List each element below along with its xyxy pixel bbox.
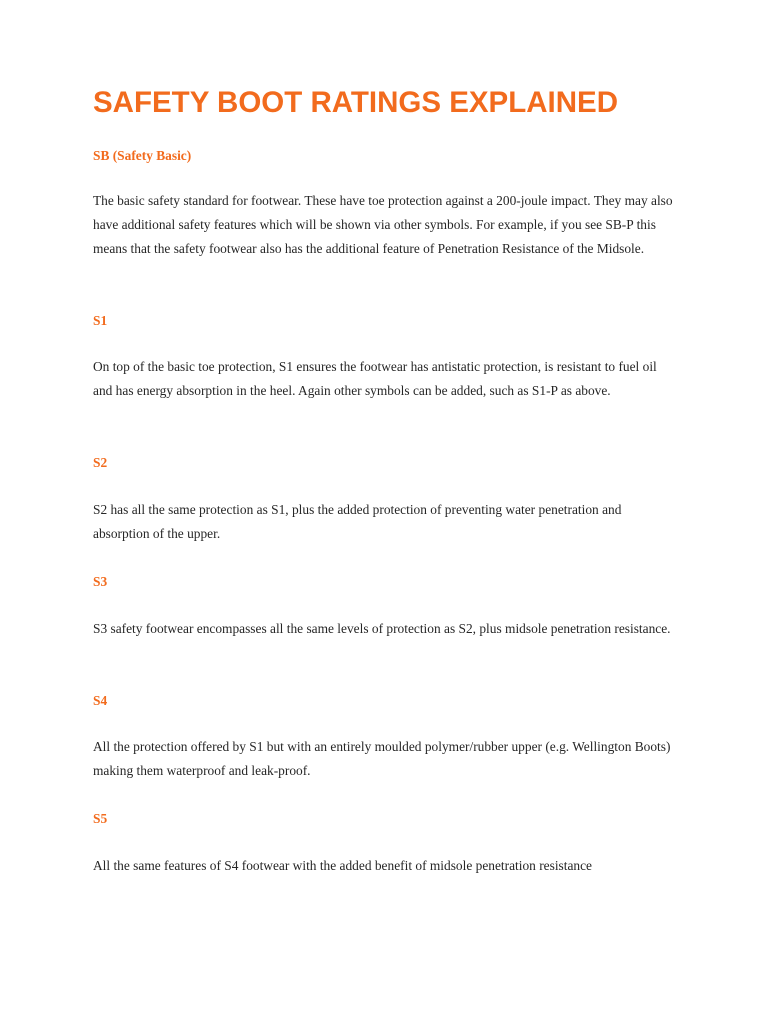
section-heading-s3: S3 bbox=[93, 574, 108, 589]
section-heading-s2: S2 bbox=[93, 455, 108, 470]
section-body-s5: All the same features of S4 footwear with the added benefit of midsole penetration resistance bbox=[93, 858, 593, 873]
section-body-s4: All the protection offered by S1 but with an entirely moulded polymer/rubber upper (e.g. Wellington Boots) making them waterproof and leak-proof. bbox=[93, 739, 671, 778]
section-heading-s5: S5 bbox=[93, 811, 108, 826]
section-body-s2: S2 has all the same protection as S1, plus the added protection of preventing water penetration and absorption of the upper. bbox=[93, 502, 622, 541]
section-body-s1: On top of the basic toe protection, S1 ensures the footwear has antistatic protection, is resistant to fuel oil and has energy absorption in the heel. Again other symbols can be added, such as S1-P as above. bbox=[93, 359, 657, 398]
section-body-sb: The basic safety standard for footwear. These have toe protection against a 200-joule impact. They may also have additional safety features which will be shown via other symbols. For example, if you see SB-P this means that the safety footwear also has the additional feature of Penetration Resistance of the Midsole. bbox=[93, 193, 673, 256]
section-heading-s1: S1 bbox=[93, 313, 108, 328]
section-heading-s4: S4 bbox=[93, 693, 108, 708]
section-body-s3: S3 safety footwear encompasses all the same levels of protection as S2, plus midsole penetration resistance. bbox=[93, 621, 671, 636]
page-title: SAFETY BOOT RATINGS EXPLAINED bbox=[93, 86, 619, 119]
section-heading-sb: SB (Safety Basic) bbox=[93, 148, 192, 163]
